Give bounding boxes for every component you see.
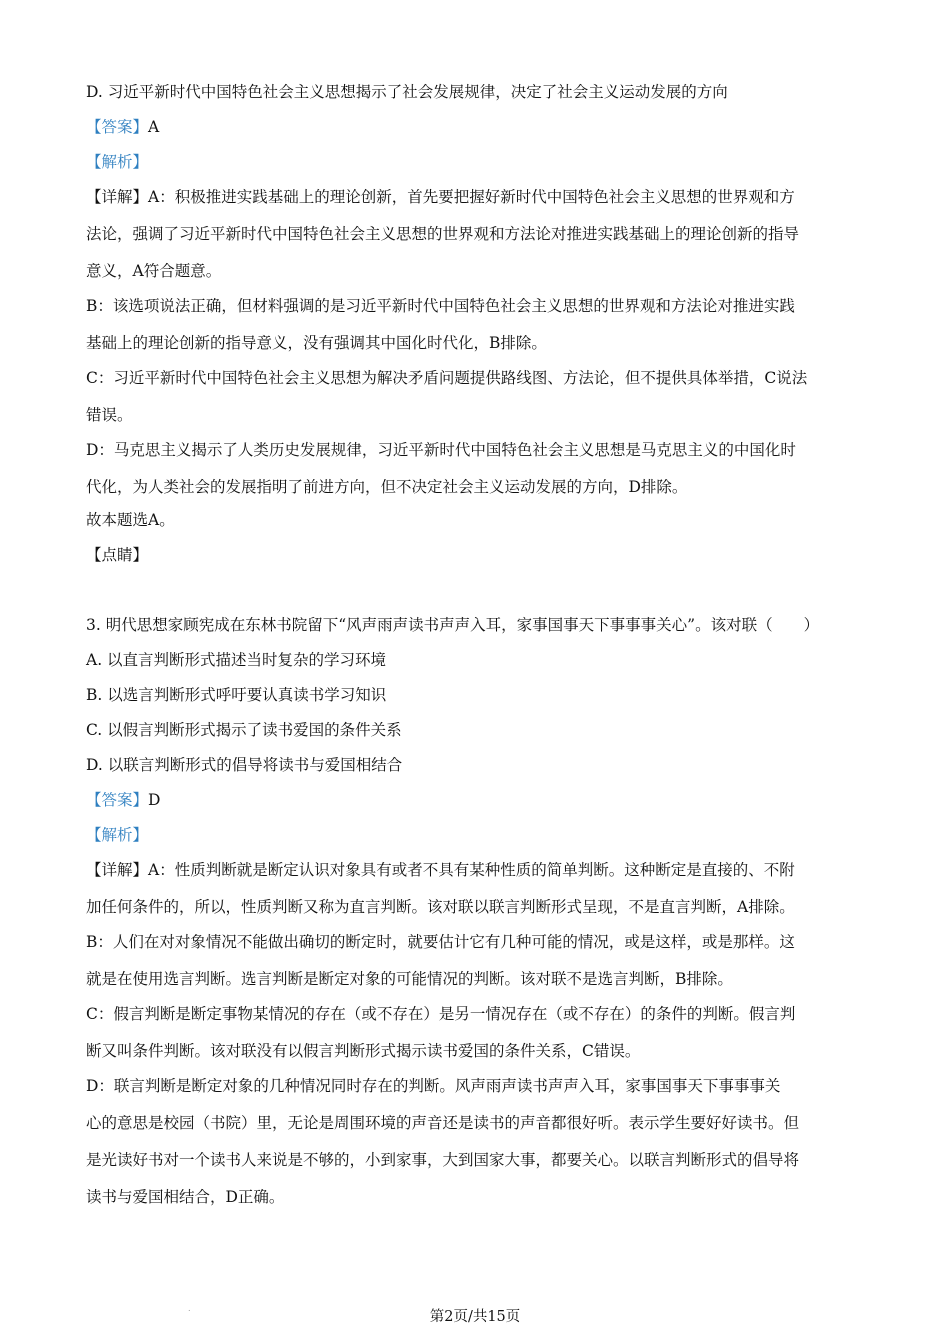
answer-value: D — [148, 791, 161, 809]
q3-detail-line-2: B：人们在对对象情况不能做出确切的断定时，就要估计它有几种可能的情况，或是这样，或是那样。这 — [86, 933, 795, 951]
q3-analysis-tag: 【解析】 — [86, 826, 149, 844]
q2-detail-line-6: 错误。 — [86, 406, 133, 424]
q3-option-a: A. 以直言判断形式描述当时复杂的学习环境 — [86, 651, 387, 669]
q2-detail-line-1: 法论，强调了习近平新时代中国特色社会主义思想的世界观和方法论对推进实践基础上的理论创新的指导 — [86, 225, 800, 243]
answer-tag: 【答案】 — [86, 118, 149, 136]
q3-detail-line-8: 是光读好书对一个读书人来说是不够的，小到家事，大到国家大事，都要关心。以联言判断形式的倡导将 — [86, 1151, 800, 1169]
q2-detail-line-3: B：该选项说法正确，但材料强调的是习近平新时代中国特色社会主义思想的世界观和方法论对推进实践 — [86, 297, 795, 315]
q2-detail-line-8: 代化，为人类社会的发展指明了前进方向，但不决定社会主义运动发展的方向，D排除。 — [86, 478, 688, 496]
q3-detail-line-7: 心的意思是校园（书院）里，无论是周围环境的声音还是读书的声音都很好听。表示学生要好好读书。但 — [86, 1114, 800, 1132]
q3-option-c: C. 以假言判断形式揭示了读书爱国的条件关系 — [86, 721, 402, 739]
detail-text: A：性质判断就是断定认识对象具有或者不具有某种性质的简单判断。这种断定是直接的、不附 — [148, 861, 795, 879]
stray-dot: . — [188, 1304, 191, 1313]
q2-option-d: D. 习近平新时代中国特色社会主义思想揭示了社会发展规律，决定了社会主义运动发展的方向 — [86, 83, 728, 101]
answer-tag: 【答案】 — [86, 791, 149, 809]
q3-detail-line-1: 加任何条件的，所以，性质判断又称为直言判断。该对联以联言判断形式呈现，不是直言判断，A排除。 — [86, 898, 795, 916]
q2-comment-tag: 【点睛】 — [86, 546, 149, 564]
q2-detail-line-9: 故本题选A。 — [86, 511, 175, 529]
detail-text: A：积极推进实践基础上的理论创新，首先要把握好新时代中国特色社会主义思想的世界观和方 — [148, 188, 795, 206]
q3-option-d: D. 以联言判断形式的倡导将读书与爱国相结合 — [86, 756, 403, 774]
q2-detail-line-2: 意义，A符合题意。 — [86, 262, 222, 280]
q2-answer-line — [86, 117, 159, 137]
q3-option-b: B. 以选言判断形式呼吁要认真读书学习知识 — [86, 686, 387, 704]
q3-detail-line-6: D：联言判断是断定对象的几种情况同时存在的判断。风声雨声读书声声入耳，家事国事天下事事事关 — [86, 1077, 781, 1095]
q2-detail-line-0 — [86, 187, 795, 207]
answer-value: A — [148, 118, 160, 136]
q3-stem: 3. 明代思想家顾宪成在东林书院留下“风声雨声读书声声入耳，家事国事天下事事事关心”。该对联（ ） — [86, 616, 820, 634]
detail-tag: 【详解】 — [86, 861, 149, 879]
q3-detail-line-3: 就是在使用选言判断。选言判断是断定对象的可能情况的判断。该对联不是选言判断，B排除。 — [86, 970, 733, 988]
q2-analysis-tag: 【解析】 — [86, 153, 149, 171]
q2-detail-line-5: C：习近平新时代中国特色社会主义思想为解决矛盾问题提供路线图、方法论，但不提供具体举措，C说法 — [86, 369, 808, 387]
q3-detail-line-9: 读书与爱国相结合，D正确。 — [86, 1188, 285, 1206]
q3-detail-line-5: 断又叫条件判断。该对联没有以假言判断形式揭示读书爱国的条件关系，C错误。 — [86, 1042, 641, 1060]
q2-detail-line-4: 基础上的理论创新的指导意义，没有强调其中国化时代化，B排除。 — [86, 334, 547, 352]
q3-detail-line-0 — [86, 860, 795, 880]
detail-tag: 【详解】 — [86, 188, 149, 206]
page-number: 第2页/共15页 — [429, 1309, 521, 1325]
q2-detail-line-7: D：马克思主义揭示了人类历史发展规律，习近平新时代中国特色社会主义思想是马克思主义的中国化时 — [86, 441, 796, 459]
q3-answer-line — [86, 790, 160, 810]
q3-detail-line-4: C：假言判断是断定事物某情况的存在（或不存在）是另一情况存在（或不存在）的条件的判断。假言判 — [86, 1005, 796, 1023]
